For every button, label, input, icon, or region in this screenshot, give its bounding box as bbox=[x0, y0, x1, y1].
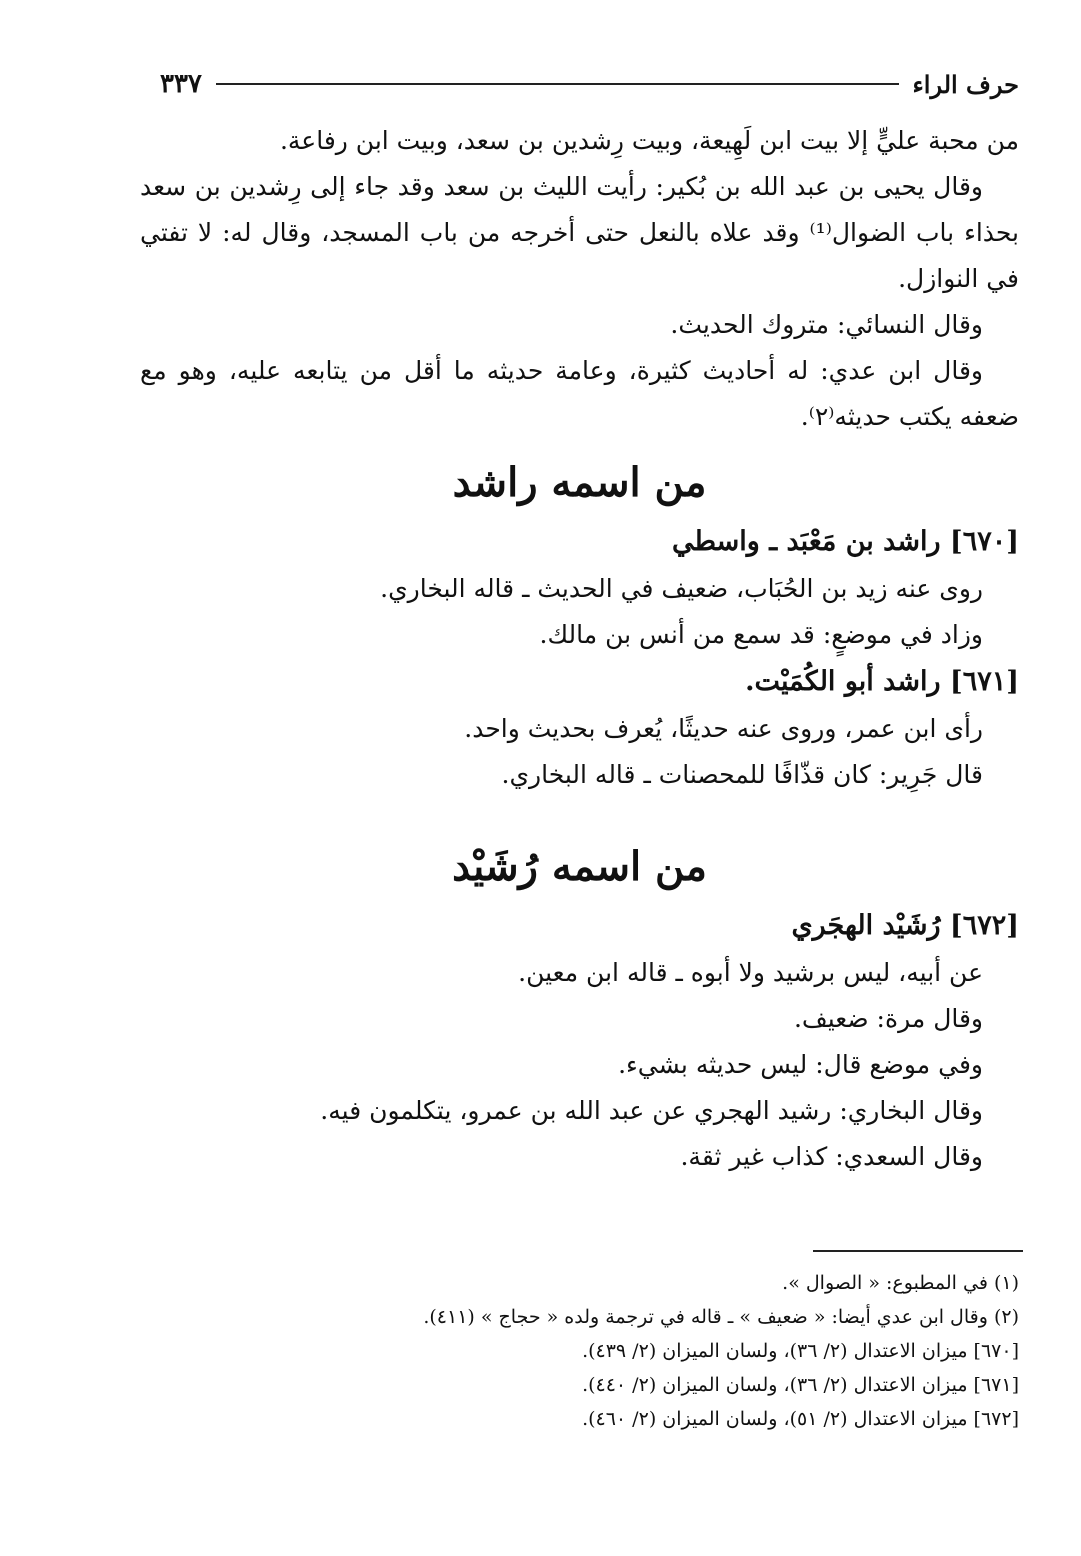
section-title: من اسمه رُشَيْد bbox=[452, 843, 707, 890]
entry-line: رأى ابن عمر، وروى عنه حديثًا، يُعرف بحديث واحد. bbox=[464, 714, 983, 743]
section-title: من اسمه راشد bbox=[452, 459, 707, 506]
footnote: [٦٧٠] ميزان الاعتدال (٢/ ٣٦)، ولسان الميزان (٢/ ٤٣٩). bbox=[582, 1340, 1019, 1362]
page-number: ٣٣٧ bbox=[160, 69, 202, 99]
header-rule bbox=[216, 83, 899, 85]
main-text bbox=[140, 118, 1019, 1180]
entry-heading: [٦٧٢] رُشَيْد الهجَري bbox=[791, 910, 1019, 941]
entry-line: وفي موضع قال: ليس حديثه بشيء. bbox=[618, 1050, 983, 1079]
footnote: (١) في المطبوع: « الصوال ». bbox=[782, 1272, 1019, 1294]
entry-line: وزاد في موضعٍ: قد سمع من أنس بن مالك. bbox=[539, 620, 983, 649]
intro-paragraph: وقال النسائي: متروك الحديث. bbox=[670, 310, 983, 339]
footnote-separator bbox=[813, 1250, 1023, 1252]
entry-line: عن أبيه، ليس برشيد ولا أبوه ـ قاله ابن معين. bbox=[518, 958, 983, 987]
footnote: (٢) وقال ابن عدي أيضا: « ضعيف » ـ قاله في ترجمة ولده « حجاج » (٤١١). bbox=[423, 1306, 1019, 1328]
entry-line: روى عنه زيد بن الحُبَاب، ضعيف في الحديث ـ قاله البخاري. bbox=[380, 574, 983, 603]
intro-paragraph: وقال يحيى بن عبد الله بن بُكير: رأيت الليث بن سعد وقد جاء إلى رِشدين بن سعد بحذاء باب الضوال⁽¹⁾ وقد علاه بالنعل حتى أخرجه من باب المسجد، وقال له: لا تفتي في النوازل. bbox=[140, 172, 1019, 293]
intro-paragraph: وقال ابن عدي: له أحاديث كثيرة، وعامة حديثه ما أقل من يتابعه عليه، وهو مع ضعفه يكتب حديثه⁽٢⁾. bbox=[140, 356, 1019, 431]
footnote: [٦٧١] ميزان الاعتدال (٢/ ٣٦)، ولسان الميزان (٢/ ٤٤٠). bbox=[582, 1374, 1019, 1396]
entry-heading: [٦٧٠] راشد بن مَعْبَد ـ واسطي bbox=[671, 526, 1019, 557]
entry-line: وقال البخاري: رشيد الهجري عن عبد الله بن عمرو، يتكلمون فيه. bbox=[320, 1096, 983, 1125]
entry-line: قال جَرِير: كان قذّافًا للمحصنات ـ قاله البخاري. bbox=[501, 760, 983, 789]
running-header bbox=[160, 64, 1019, 104]
footnotes bbox=[140, 1266, 1019, 1436]
footnote: [٦٧٢] ميزان الاعتدال (٢/ ٥١)، ولسان الميزان (٢/ ٤٦٠). bbox=[582, 1408, 1019, 1430]
chapter-running-title: حرف الراء bbox=[912, 69, 1019, 99]
entry-line: وقال السعدي: كذاب غير ثقة. bbox=[680, 1142, 983, 1171]
intro-paragraph: من محبة عليٍّ إلا بيت ابن لَهِيعة، وبيت رِشدين بن سعد، وبيت ابن رفاعة. bbox=[279, 126, 1019, 155]
entry-line: وقال مرة: ضعيف. bbox=[793, 1004, 983, 1033]
entry-heading: [٦٧١] راشد أبو الكُمَيْت. bbox=[745, 666, 1019, 697]
